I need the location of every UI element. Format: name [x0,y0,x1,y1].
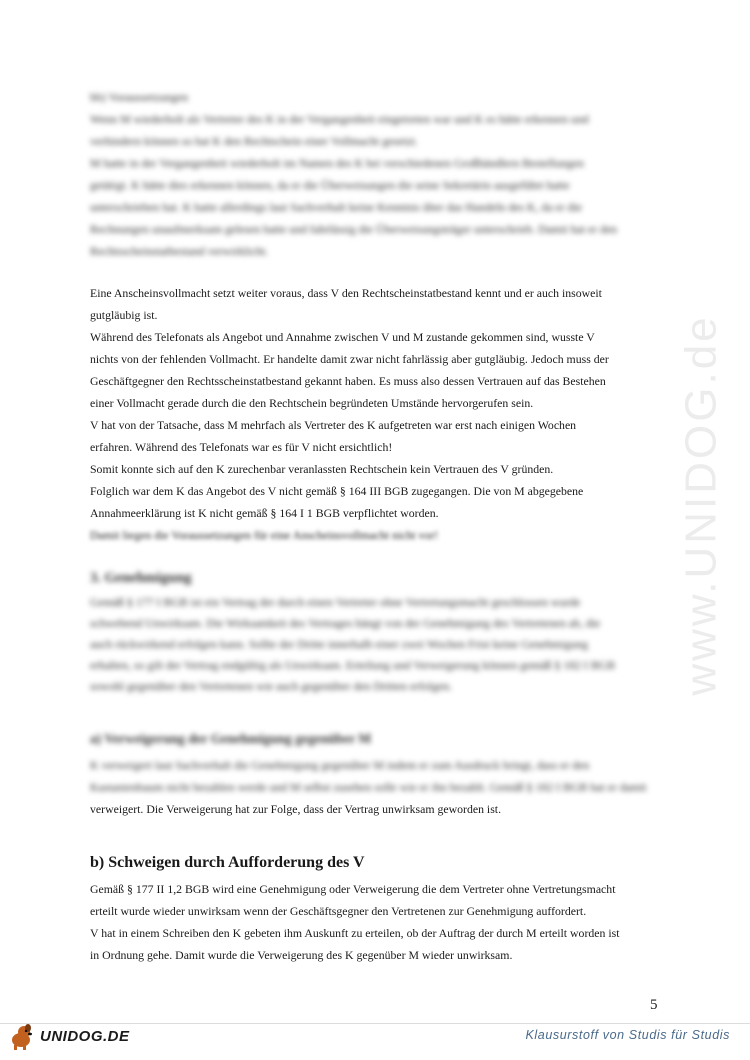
intro-line: Rechtsscheinstatbestand verwirklicht. [90,244,269,258]
section-a-line-blurred: K verweigert laut Sachverhalt die Genehmigung gegenüber M indem er zum Ausdruck bringt, dass er den [90,758,590,772]
section-3-line: auch rückwirkend erfolgen kann. Sollte der Dritte innerhalb einer zwei Wochen Frist keine Genehmigung [90,637,589,651]
section-b [90,852,662,966]
intro-line: verhindern können so hat K den Rechtschein einer Vollmacht gesetzt. [90,134,418,148]
section-3-line: sowohl gegenüber den Vertretenen wie auch gegenüber den Dritten erfolgen. [90,679,453,693]
main-line: erfahren. Während des Telefonats war es für V nicht ersichtlich! [90,440,393,454]
main-paragraph [90,282,662,546]
section-a [90,730,662,820]
main-line: einer Vollmacht gerade durch die den Rechtschein begründeten Umstände hervorgerufen sein. [90,396,534,410]
footer-tagline: Klausurstoff von Studis für Studis [525,1028,730,1042]
footer-logo[interactable] [6,1016,130,1056]
intro-heading: bb) Voraussetzungen [90,90,189,104]
main-line: Somit konnte sich auf den K zurechenbar veranlassten Rechtschein kein Vertrauen des V gründen. [90,462,554,476]
section-a-heading: a) Verweigerung der Genehmigung gegenüber M [90,731,372,746]
watermark-text: www.UNIDOG.de [677,314,727,696]
page-number: 5 [650,997,658,1013]
main-line: Folglich war dem K das Angebot des V nicht gemäß § 164 III BGB zugegangen. Die von M abgegebene [90,484,584,498]
section-b-line: in Ordnung gehe. Damit wurde die Verweigerung des K gegenüber M wieder unwirksam. [90,948,513,962]
main-line: Eine Anscheinsvollmacht setzt weiter voraus, dass V den Rechtscheinstatbestand kennt und er auch insoweit [90,286,602,300]
main-line-blurred: Damit liegen die Voraussetzungen für eine Anscheinsvollmacht nicht vor! [90,528,439,542]
intro-line: M hatte in der Vergangenheit wiederholt im Namen des K bei verschiedenen Großhändlern Bestellungen [90,156,584,170]
dog-logo-icon [6,1021,36,1051]
section-b-line: Gemäß § 177 II 1,2 BGB wird eine Genehmigung oder Verweigerung die dem Vertreter ohne Vertretungsmacht [90,882,616,896]
section-a-line: verweigert. Die Verweigerung hat zur Folge, dass der Vertrag unwirksam geworden ist. [90,802,502,816]
intro-line: Rechnungen unaufmerksam gelesen hatte und fahrlässig die Überweisungsträger unterschrieb. Damit hat er den [90,222,618,236]
main-line: Geschäftgegner den Rechtsscheinstatbestand gekannt haben. Es muss also dessen Vertrauen auf das Bestehen [90,374,606,388]
section-a-line-blurred: Kastanienbaum nicht bezahlen werde und M selbst zusehen solle wie er ihn bezahlt. Gemäß § 182 I BGB hat er damit [90,780,647,794]
intro-line: Wenn M wiederholt als Vertreter des K in der Vergangenheit eingetreten war und K es hätte erkennen und [90,112,589,126]
watermark [672,270,732,740]
section-3 [90,568,662,697]
section-3-line: erhalten, so gilt der Vertrag endgültig als Unwirksam. Erteilung und Verweigerung können gemäß § 182 I BGB [90,658,616,672]
logo-text: UNIDOG.DE [40,1027,130,1045]
section-3-line: schwebend Unwirksam. Die Wirksamkeit des Vertrages hängt von der Genehmigung des Vertretenen ab, die [90,616,601,630]
intro-line: unterschrieben hat. K hatte allerdings laut Sachverhalt keine Kenntnis über das Handeln des K, da er die [90,200,583,214]
main-line: Während des Telefonats als Angebot und Annahme zwischen V und M zustande gekommen sind, wusste V [90,330,595,344]
intro-line: getätigt. K hätte dies erkennen können, da er die Überweisungen die seine Sekretärin ausgeführt hatte [90,178,570,192]
main-line: Annahmeerklärung ist K nicht gemäß § 164 I 1 BGB verpflichtet worden. [90,506,439,520]
section-3-line: Gemäß § 177 I BGB ist ein Vertrag der durch einen Vertreter ohne Vertretungsmacht geschlossen wurde [90,595,581,609]
intro-paragraph [90,108,662,262]
main-line: V hat von der Tatsache, dass M mehrfach als Vertreter des K aufgetreten war erst nach einigen Wochen [90,418,577,432]
section-b-line: V hat in einem Schreiben den K gebeten ihm Auskunft zu erteilen, ob der Auftrag der durch M erteilt worden ist [90,926,620,940]
main-line: gutgläubig ist. [90,308,158,322]
section-b-heading: b) Schweigen durch Aufforderung des V [90,854,365,871]
section-b-line: erteilt wurde wieder unwirksam wenn der Geschäftsgegner den Vertretenen zur Genehmigung auffordert. [90,904,587,918]
intro-block [90,86,662,262]
section-3-heading: 3. Genehmigung [90,570,192,586]
main-line: nichts von der fehlenden Vollmacht. Er handelte damit zwar nicht fahrlässig aber gutgläubig. Jedoch muss der [90,352,609,366]
